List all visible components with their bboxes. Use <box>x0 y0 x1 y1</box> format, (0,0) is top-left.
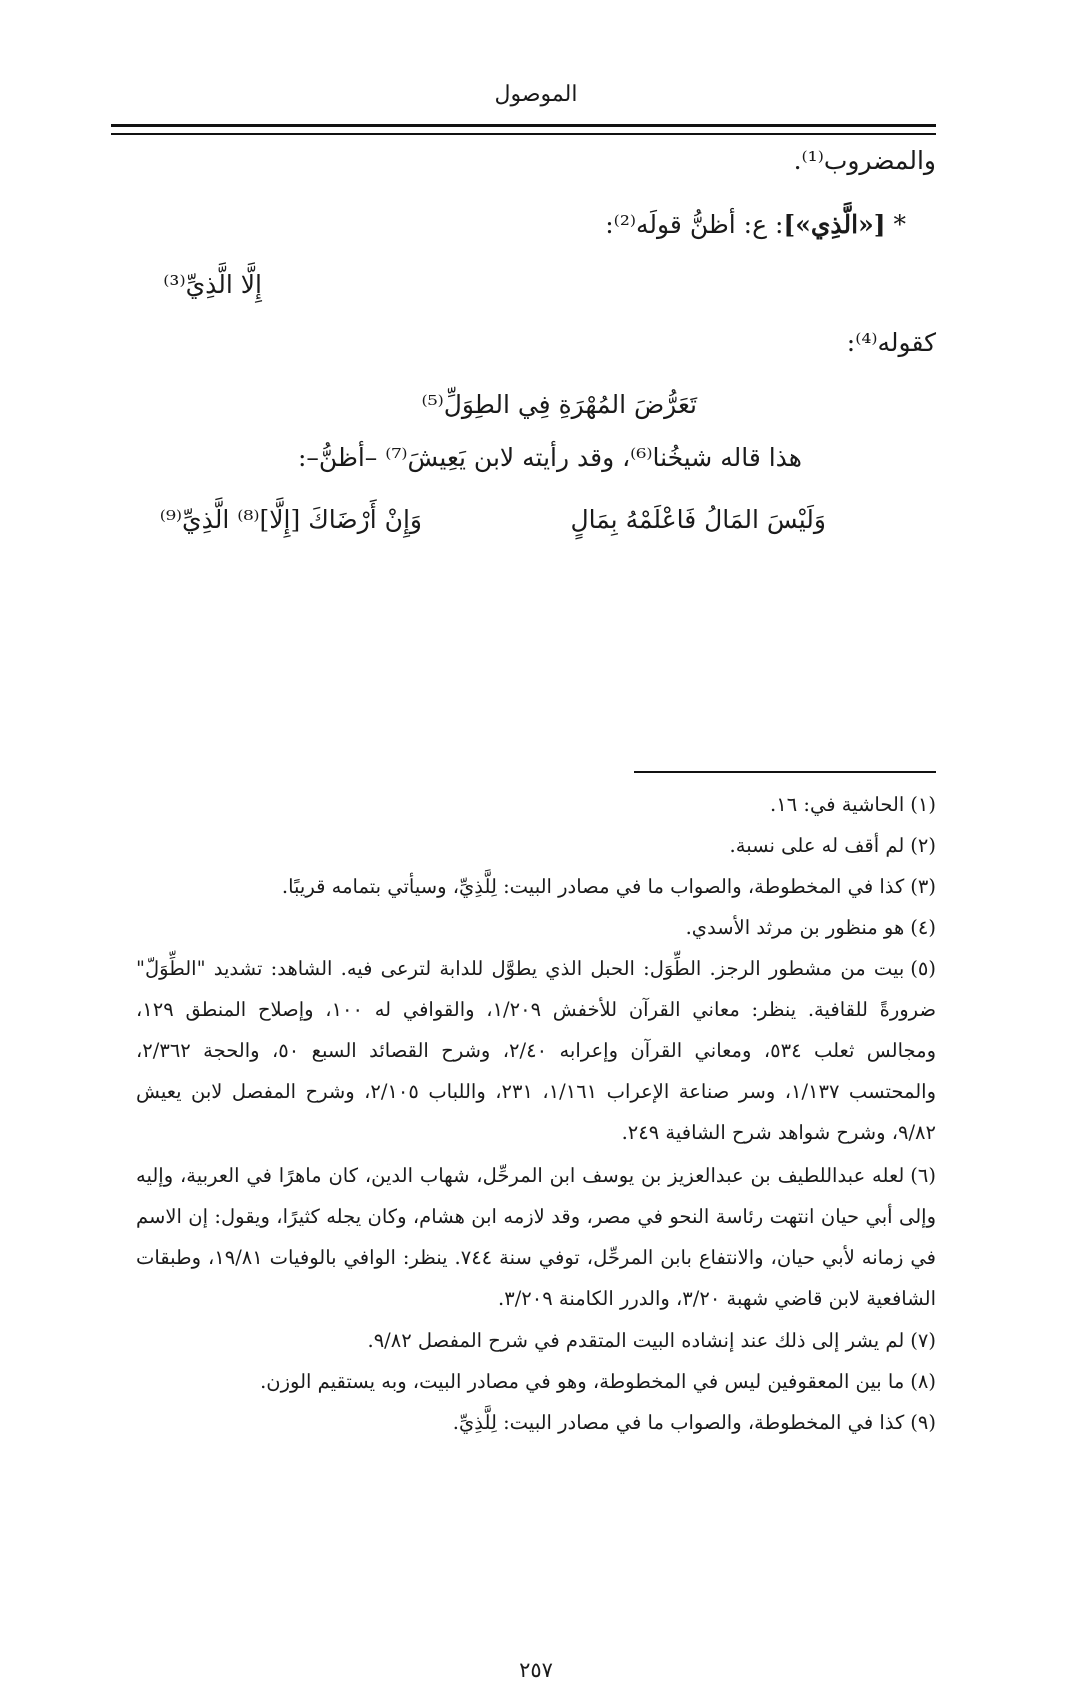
footnote-number: (٨) <box>910 1370 936 1393</box>
footnote-separator <box>634 771 936 773</box>
footnote-number: (٩) <box>910 1411 936 1434</box>
footnote-number: (٧) <box>910 1329 936 1352</box>
body-line-6: هذا قاله شيخُنا⁽⁶⁾، وقد رأيته لابن يَعِيشَ⁽⁷⁾ –أظنُّ–: <box>297 443 802 472</box>
body-line-1: والمضروب⁽¹⁾. <box>793 146 936 175</box>
body-line-2 <box>605 210 906 239</box>
running-header-title: الموصول <box>494 82 578 107</box>
footnote-text: هو منظور بن مرثد الأسدي. <box>685 916 905 939</box>
footnote-text: كذا في المخطوطة، والصواب ما في مصادر البيت: لِلَّذِيِّ. <box>452 1411 905 1434</box>
footnote-number: (٣) <box>910 875 936 898</box>
page-number: ٢٥٧ <box>519 1658 553 1682</box>
footnote-number: (٤) <box>910 916 936 939</box>
footnote-number: (٢) <box>910 834 936 857</box>
footnote-8 <box>136 1361 936 1402</box>
verse-fragment-illa: إِلَّا الَّذِيِّ⁽³⁾ <box>163 270 262 299</box>
footnote-text: كذا في المخطوطة، والصواب ما في مصادر البيت: لِلَّذِيِّ، وسيأتي بتمامه قريبًا. <box>281 875 905 898</box>
footnote-number: (١) <box>910 793 936 816</box>
body-line-4: كقوله⁽⁴⁾: <box>846 328 936 357</box>
footnote-text: لم أقف له على نسبة. <box>729 834 905 857</box>
footnote-text: لم يشر إلى ذلك عند إنشاده البيت المتقدم في شرح المفصل ٩/٨٢. <box>367 1329 905 1352</box>
header-rule-thick <box>111 124 936 127</box>
footnote-text: لعله عبداللطيف بن عبدالعزيز بن يوسف ابن المرحِّل، شهاب الدين، كان ماهرًا في العربية، وإليه وإلى أبي حيان انتهت رئاسة النحو في مصر، وقد لازمه ابن هشام، وكان يجله كثيرًا، ويقول: إن الاسم في زمانه لأبي حيان، والانتفاع بابن المرحِّل، توفي سنة ٧٤٤. ينظر: الوافي بالوفيات ١٩/٨١، وطبقات الشافعية لابن قاضي شهبة ٣/٢٠، والدرر الكامنة ٣/٢٠٩. <box>136 1164 936 1310</box>
footnote-text: الحاشية في: ١٦. <box>770 793 905 816</box>
footnote-3 <box>136 866 936 907</box>
star-marker: * <box>893 210 906 239</box>
footnote-number: (٦) <box>910 1164 936 1187</box>
lemma-comment: : ع: أظنُّ قولَه⁽²⁾: <box>605 210 784 239</box>
verse-rajaz: تَعَرُّضَ المُهْرَةِ فِي الطِوَلِّ⁽⁵⁾ <box>421 390 697 419</box>
lemma-bracket: [«الَّذِي»] <box>783 210 886 239</box>
footnote-text: ما بين المعقوفين ليس في المخطوطة، وهو في مصادر البيت، وبه يستقيم الوزن. <box>260 1370 905 1393</box>
footnote-2 <box>136 825 936 866</box>
footnote-text: بيت من مشطور الرجز. الطِّوَل: الحبل الذي يطوَّل للدابة لترعى فيه. الشاهد: تشديد "الطِّوَلّ" ضرورةً للقافية. ينظر: معاني القرآن للأخفش ١/٢٠٩، والقوافي له ١٠٠، وإصلاح المنطق ١٢٩، ومجالس ثعلب ٥٣٤، ومعاني القرآن وإعرابه ٢/٤٠، وشرح القصائد السبع ٥٠، والحجة ٢/٣٦٢، والمحتسب ١/١٣٧، وسر صناعة الإعراب ١/١٦١، ٢٣١، واللباب ٢/١٠٥، وشرح المفصل لابن يعيش ٩/٨٢، وشرح شواهد شرح الشافية ٢٤٩. <box>136 957 937 1144</box>
verse-second-hemistich: وَإِنْ أَرْضَاكَ [إِلَّا]⁽⁸⁾ الَّذِيِّ⁽⁹⁾ <box>159 505 422 534</box>
footnote-6 <box>136 1155 936 1319</box>
header-rule-thin <box>111 133 936 135</box>
footnote-1 <box>136 784 936 825</box>
verse-first-hemistich: وَلَيْسَ المَالُ فَاعْلَمْهُ بِمَالٍ <box>570 505 826 534</box>
footnote-4 <box>136 907 936 948</box>
footnote-5 <box>136 948 936 1153</box>
footnote-7 <box>136 1320 936 1361</box>
footnote-number: (٥) <box>910 957 936 980</box>
footnote-9 <box>136 1402 936 1443</box>
